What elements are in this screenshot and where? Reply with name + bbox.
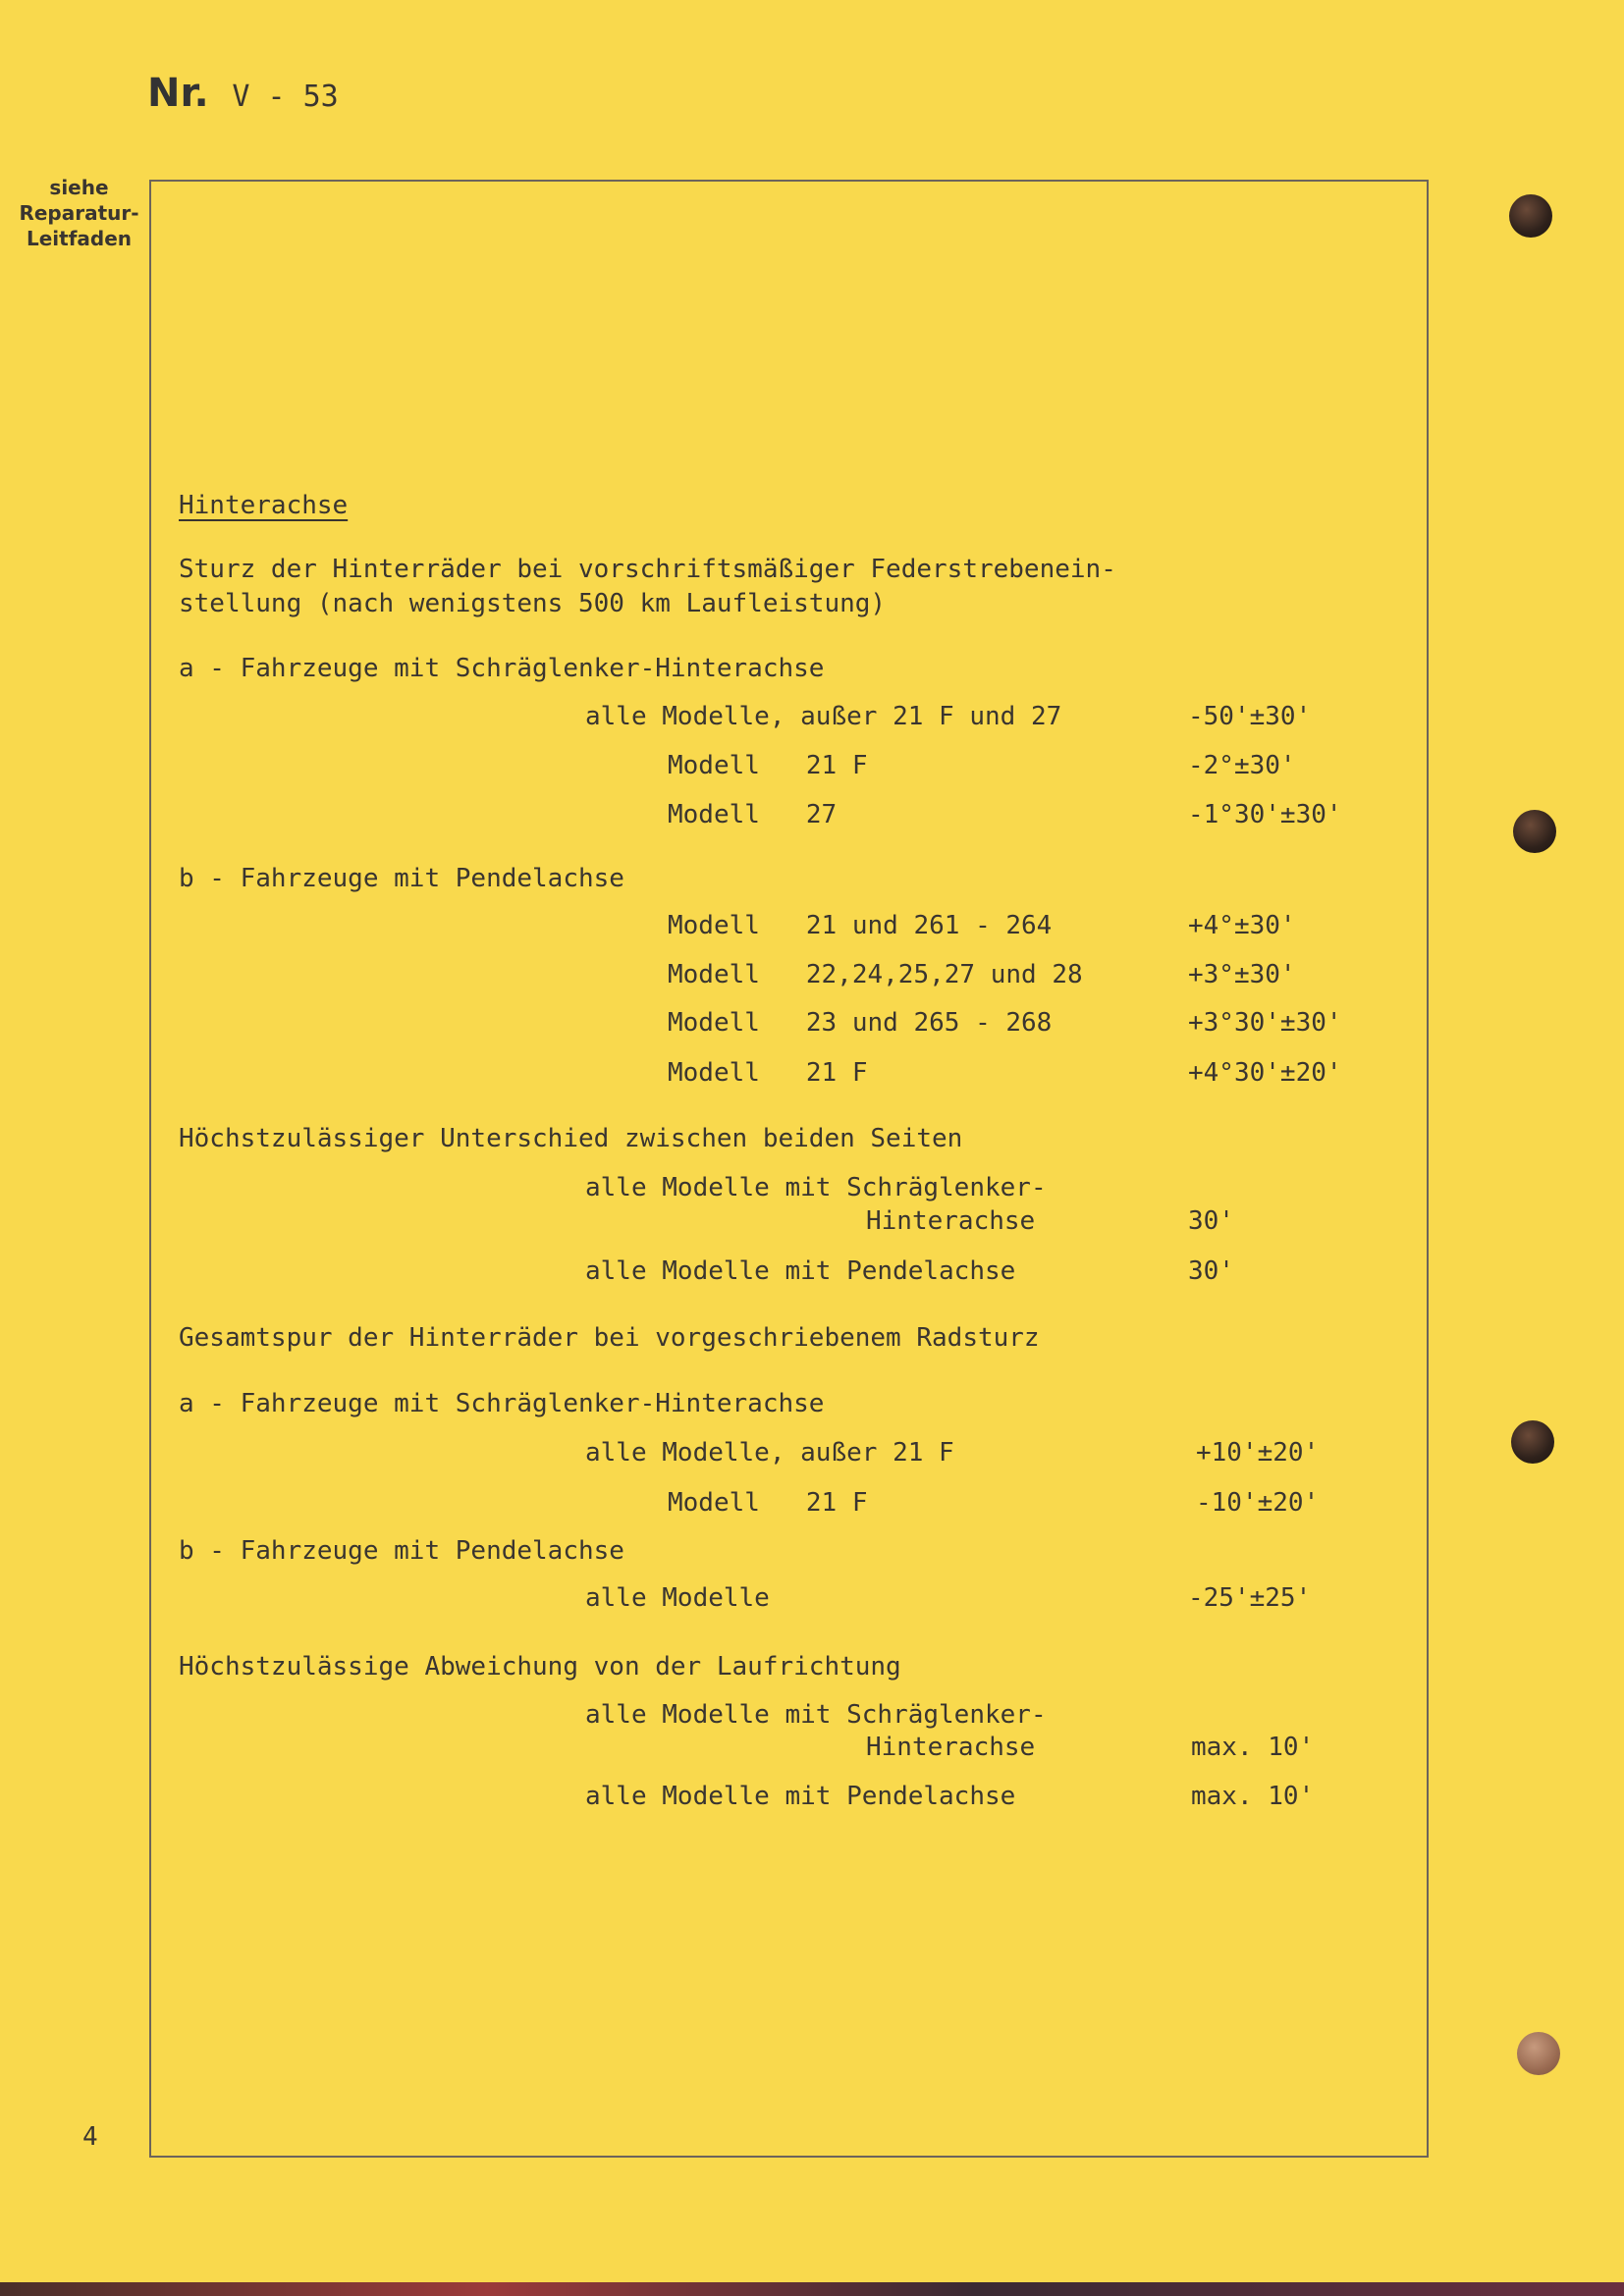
row-label: alle Modelle	[585, 1583, 770, 1613]
row-label: alle Modelle mit Schräglenker-	[585, 1700, 1047, 1730]
row-label: Modell 27	[668, 800, 838, 829]
group-title: b - Fahrzeuge mit Pendelachse	[179, 1536, 624, 1566]
intro-line: stellung (nach wenigstens 500 km Laufleistung)	[179, 589, 887, 618]
section-title: Gesamtspur der Hinterräder bei vorgeschriebenem Radsturz	[179, 1323, 1040, 1353]
row-label-continued: Hinterachse	[866, 1206, 1036, 1236]
row-value: max. 10'	[1191, 1733, 1315, 1762]
row-value: -1°30'±30'	[1188, 800, 1342, 829]
punch-hole	[1517, 2032, 1560, 2075]
row-label: alle Modelle, außer 21 F	[585, 1438, 954, 1468]
side-note	[18, 175, 140, 251]
row-label-continued: Hinterachse	[866, 1733, 1036, 1762]
row-value: +10'±20'	[1196, 1438, 1320, 1468]
nr-value: V - 53	[232, 80, 339, 114]
row-label: Modell 21 F	[668, 751, 868, 780]
row-value: 30'	[1188, 1206, 1234, 1236]
section-heading: Hinterachse	[179, 491, 349, 520]
punch-hole	[1509, 194, 1552, 238]
row-value: +3°30'±30'	[1188, 1008, 1342, 1038]
row-label: alle Modelle, außer 21 F und 27	[585, 702, 1062, 731]
row-label: Modell 22,24,25,27 und 28	[668, 960, 1083, 989]
row-label: Modell 21 F	[668, 1058, 868, 1088]
row-value: +4°30'±20'	[1188, 1058, 1342, 1088]
row-label: Modell 21 F	[668, 1488, 868, 1518]
intro-line: Sturz der Hinterräder bei vorschriftsmäßiger Federstrebenein-	[179, 555, 1116, 584]
row-value: 30'	[1188, 1256, 1234, 1286]
row-value: -25'±25'	[1188, 1583, 1312, 1613]
content-frame	[149, 180, 1429, 2158]
page-number: 4	[82, 2122, 98, 2152]
row-label: Modell 21 und 261 - 264	[668, 911, 1053, 940]
nr-label: Nr.	[147, 71, 209, 116]
bottom-edge-strip	[0, 2282, 1624, 2296]
punch-hole	[1513, 810, 1556, 853]
row-value: +3°±30'	[1188, 960, 1296, 989]
row-label: alle Modelle mit Pendelachse	[585, 1256, 1016, 1286]
group-title: a - Fahrzeuge mit Schräglenker-Hinterachse	[179, 654, 825, 683]
side-note-line: Reparatur-	[19, 201, 139, 225]
section-title: Höchstzulässige Abweichung von der Laufrichtung	[179, 1652, 901, 1682]
row-label: Modell 23 und 265 - 268	[668, 1008, 1053, 1038]
punch-hole	[1511, 1420, 1554, 1464]
section-title: Höchstzulässiger Unterschied zwischen beiden Seiten	[179, 1124, 963, 1153]
row-label: alle Modelle mit Schräglenker-	[585, 1173, 1047, 1202]
row-value: -10'±20'	[1196, 1488, 1320, 1518]
row-value: max. 10'	[1191, 1782, 1315, 1811]
row-value: +4°±30'	[1188, 911, 1296, 940]
row-value: -2°±30'	[1188, 751, 1296, 780]
row-label: alle Modelle mit Pendelachse	[585, 1782, 1016, 1811]
group-title: b - Fahrzeuge mit Pendelachse	[179, 864, 624, 893]
row-value: -50'±30'	[1188, 702, 1312, 731]
side-note-line: siehe	[49, 176, 109, 199]
group-title: a - Fahrzeuge mit Schräglenker-Hinterachse	[179, 1389, 825, 1418]
document-number	[147, 71, 339, 116]
side-note-line: Leitfaden	[26, 227, 133, 250]
